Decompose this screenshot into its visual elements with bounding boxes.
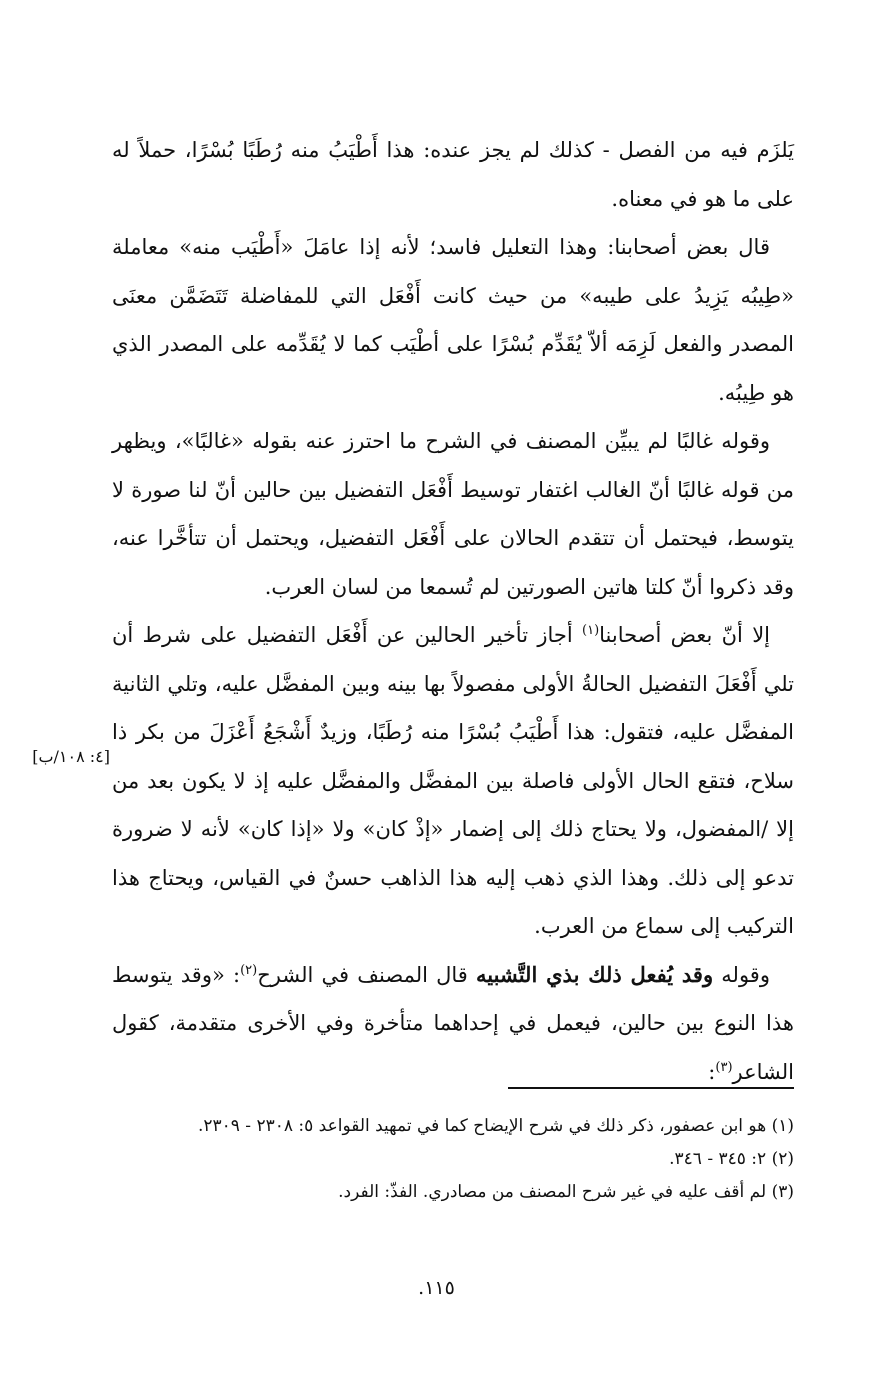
footnote-ref-3[interactable]: (٣): [715, 1059, 733, 1075]
paragraph-4: [112, 611, 794, 951]
footnote-2: (٢) ٢: ٣٤٥ - ٣٤٦.: [669, 1149, 794, 1169]
footnote-ref-2[interactable]: (٢): [240, 962, 258, 978]
quoted-phrase: وقد يُفعل ذلك بذي التَّشبيه: [476, 961, 714, 987]
footnote-1: (١) هو ابن عصفور، ذكر ذلك في شرح الإيضاح كما في تمهيد القواعد ٥: ٢٣٠٨ - ٢٣٠٩.: [197, 1116, 794, 1136]
paragraph-5: [112, 951, 794, 1097]
main-text: [112, 126, 794, 1096]
paragraph-4-rest: أجاز تأخير الحالين عن أَفْعَل التفضيل على شرط أن تلي أَفْعَلَ التفضيل الحالةُ الأولى مفصولاً بها بينه وبين المفضَّل عليه، وتلي الثانية المفضَّل عليه، فتقول: هذا أَطْيَبُ بُسْرًا منه رُطَبًا، وزيدٌ أَشْجَعُ أَعْزَلَ من بكر ذا سلاح، فتقع الحال الأولى فاصلة بين المفضَّل والمفضَّل عليه إذ لا يكون بعد من إلا /المفضول، ولا يحتاج ذلك إلى إضمار «إذْ كان» ولا «إذا كان» لأنه لا ضرورة تدعو إلى ذلك. وهذا الذي ذهب إليه هذا الذاهب حسنٌ في القياس، ويحتاج هذا التركيب إلى سماع من العرب.: [112, 623, 794, 938]
paragraph-1: يَلزَم فيه من الفصل - كذلك لم يجز عنده: هذا أَطْيَبُ منه رُطَبًا بُسْرًا، حملاً له على ما هو في معناه.: [112, 138, 794, 211]
paragraph-5-rest: : «وقد يتوسط هذا النوع بين حالين، فيعمل في إحداهما متأخرة وفي الأخرى متقدمة، كقول الشاعر: [112, 962, 794, 1084]
paragraph-5-mid: قال المصنف في الشرح: [257, 962, 477, 987]
footnote-3: (٣) لم أقف عليه في غير شرح المصنف من مصادري. الفذّ: الفرد.: [338, 1182, 794, 1202]
footnote-divider: [508, 1087, 794, 1089]
margin-folio-marker: [٤: ١٠٨/ب]: [32, 747, 110, 766]
footnotes: [112, 1110, 794, 1209]
footnote-ref-1[interactable]: (١): [582, 623, 600, 638]
paragraph-5-start: وقوله: [713, 962, 770, 987]
paragraph-4-start: إلا أنّ بعض أصحابنا: [599, 623, 770, 647]
paragraph-3: وقوله غالبًا لم يبيِّن المصنف في الشرح ما احترز عنه بقوله «غالبًا»، ويظهر من قوله غالبًا أنّ الغالب اغتفار توسيط أَفْعَل التفضيل بين حالين أنّ لنا صورة لا يتوسط، فيحتمل أن تتقدم الحالان على أَفْعَل التفضيل، ويحتمل أن تتأخَّرا عنه، وقد ذكروا أنّ كلتا هاتين الصورتين لم تُسمعا من لسان العرب.: [112, 429, 794, 599]
paragraph-2: قال بعض أصحابنا: وهذا التعليل فاسد؛ لأنه إذا عامَلَ «أَطْيَب منه» معاملة «طِيبُه يَزِيدُ على طيبه» من حيث كانت أَفْعَل التي للمفاضلة تَتَضَمَّن معنَى المصدر والفعل لَزِمَه ألاّ يُقَدِّم بُسْرًا على أطْيَب كما لا يُقَدِّمه على المصدر الذي هو طِيبُه.: [112, 235, 794, 405]
page-number: ١١٥.: [418, 1277, 455, 1299]
paragraph-5-end: :: [708, 1059, 716, 1084]
